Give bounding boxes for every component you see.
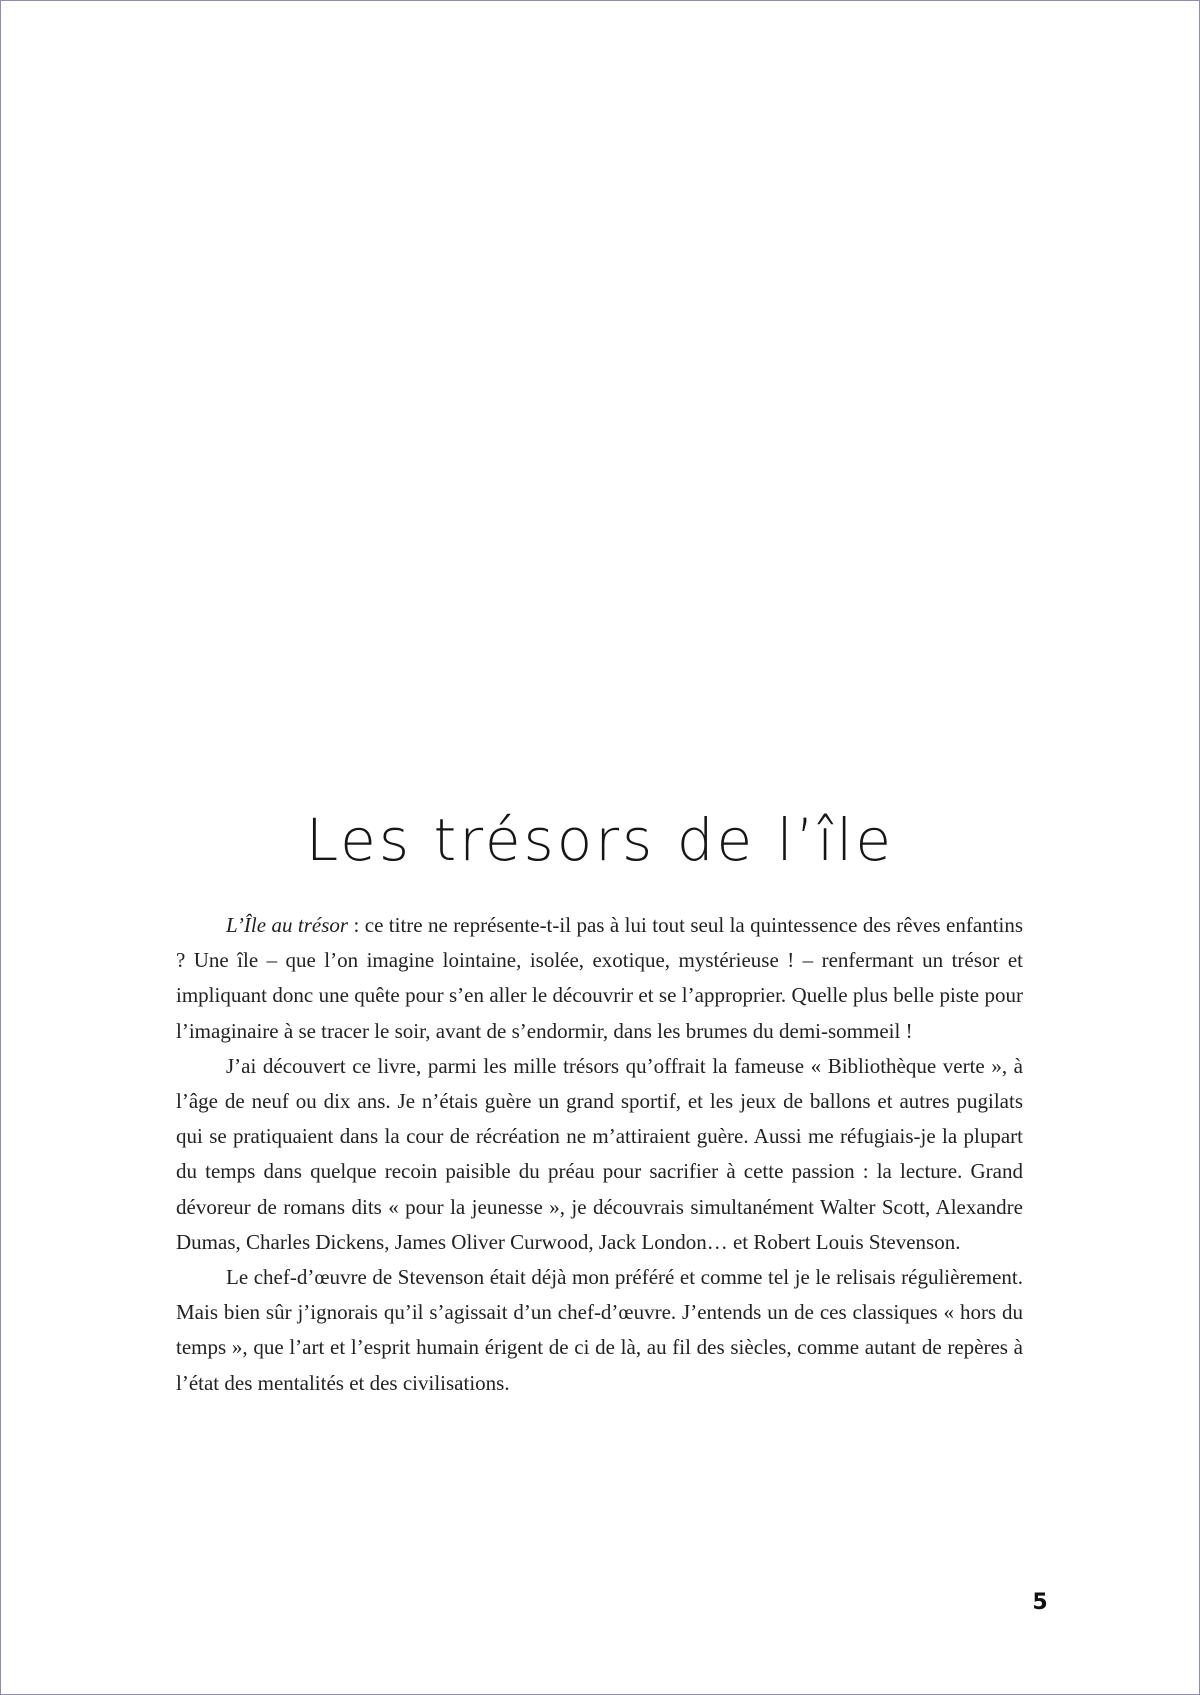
chapter-title: Les trésors de l’île xyxy=(305,806,895,874)
paragraph-3: Le chef-d’œuvre de Stevenson était déjà mon préféré et comme tel je le relisais régulièrement. Mais bien sûr j’ignorais qu’il s’agissait d’un chef-d’œuvre. J’entends un de ces classiques « hors du temps », que l’art et l’esprit humain érigent de ci de là, au fil des siècles, comme autant de repères à l’état des mentalités et des civilisations. xyxy=(176,1265,1023,1395)
paragraph-1-text: : ce titre ne représente-t-il pas à lui tout seul la quintessence des rêves enfantins ? Une île – que l’on imagine lointaine, isolée, exotique, mystérieuse ! – renfermant un trésor et impliquant donc une quête pour s’en aller le découvrir et se l’approprier. Quelle plus belle piste pour l’imaginaire à se tracer le soir, avant de s’endormir, dans les brumes du demi-sommeil ! xyxy=(176,913,1023,1043)
paragraph-1 xyxy=(176,908,1023,1049)
book-title-italic: L’Île au trésor xyxy=(226,913,349,937)
page-number: 5 xyxy=(1032,1590,1048,1615)
body-text xyxy=(176,908,1023,1401)
paragraph-2: J’ai découvert ce livre, parmi les mille trésors qu’offrait la fameuse « Bibliothèque verte », à l’âge de neuf ou dix ans. Je n’étais guère un grand sportif, et les jeux de ballons et autres pugilats qui se pratiquaient dans la cour de récréation ne m’attiraient guère. Aussi me réfugiais-je la plupart du temps dans quelque recoin paisible du préau pour sacrifier à cette passion : la lecture. Grand dévoreur de romans dits « pour la jeunesse », je découvrais simultanément Walter Scott, Alexandre Dumas, Charles Dickens, James Oliver Curwood, Jack London… et Robert Louis Stevenson. xyxy=(176,1053,1023,1254)
